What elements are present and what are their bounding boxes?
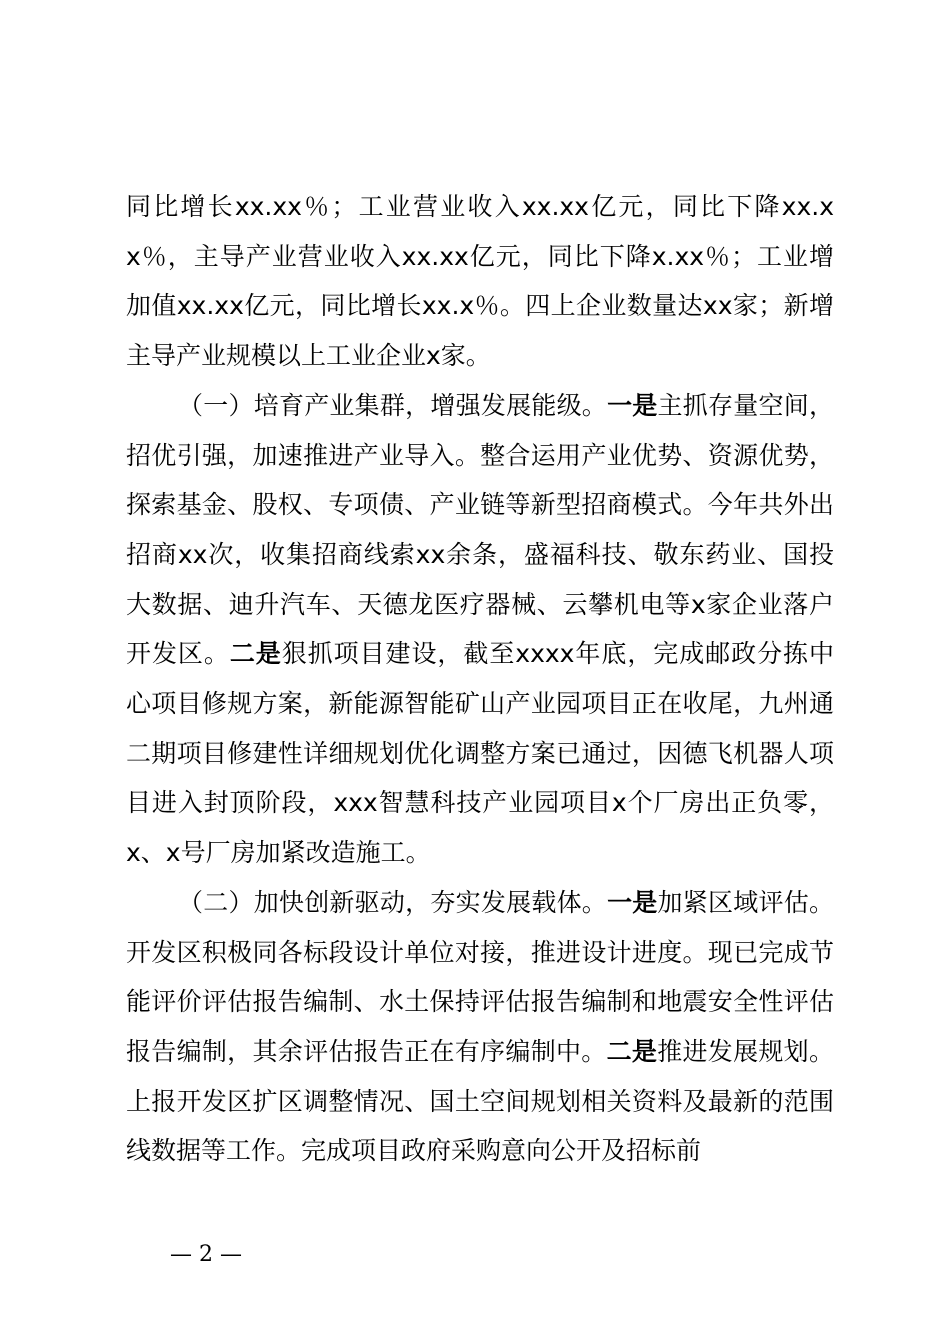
bold-lead-text: 一是 (607, 887, 658, 917)
paragraph-text: 加紧区域评估。开发区积极同各标段设计单位对接，推进设计进度。现已完成节能评价评估报告编制、水土保持评估报告编制和地震安全性评估报告编制，其余评估报告正在有序编制中。 (126, 887, 834, 1066)
paragraph-text: 主抓存量空间，招优引强，加速推进产业导入。整合运用产业优势、资源优势，探索基金、股权、专项债、产业链等新型招商模式。今年共外出招商xx次，收集招商线索xx余条，盛福科技、敬东药业、国投大数据、迪升汽车、天德龙医疗器械、云攀机电等x家企业落户开发区。 (126, 390, 834, 669)
paragraph-text: （二）加快创新驱动，夯实发展载体。 (178, 887, 608, 917)
paragraph-text: 推进发展规划。上报开发区扩区调整情况、国土空间规划相关资料及最新的范围线数据等工作。完成项目政府采购意向公开及招标前 (126, 1036, 834, 1166)
paragraph (126, 878, 834, 1176)
paragraph (126, 381, 834, 878)
bold-lead-text: 二是 (229, 639, 282, 669)
bold-lead-text: 一是 (607, 390, 658, 420)
bold-lead-text: 二是 (606, 1036, 658, 1066)
paragraph-text: 同比增长xx.xx％；工业营业收入xx.xx亿元，同比下降xx.xx％，主导产业营业收入xx.xx亿元，同比下降x.xx％；工业增加值xx.xx亿元，同比增长xx.x％。四上企业数量达xx家；新增主导产业规模以上工业企业x家。 (126, 192, 834, 371)
paragraph (126, 182, 834, 381)
paragraph-text: 狠抓项目建设，截至xxxx年底，完成邮政分拣中心项目修规方案，新能源智能矿山产业园项目正在收尾，九州通二期项目修建性详细规划优化调整方案已通过，因德飞机器人项目进入封顶阶段，xxx智慧科技产业园项目x个厂房出正负零，x、x号厂房加紧改造施工。 (126, 639, 834, 868)
page-number: — 2 — (170, 1242, 242, 1267)
document-body (126, 182, 834, 1176)
paragraph-text: （一）培育产业集群，增强发展能级。 (178, 390, 608, 420)
